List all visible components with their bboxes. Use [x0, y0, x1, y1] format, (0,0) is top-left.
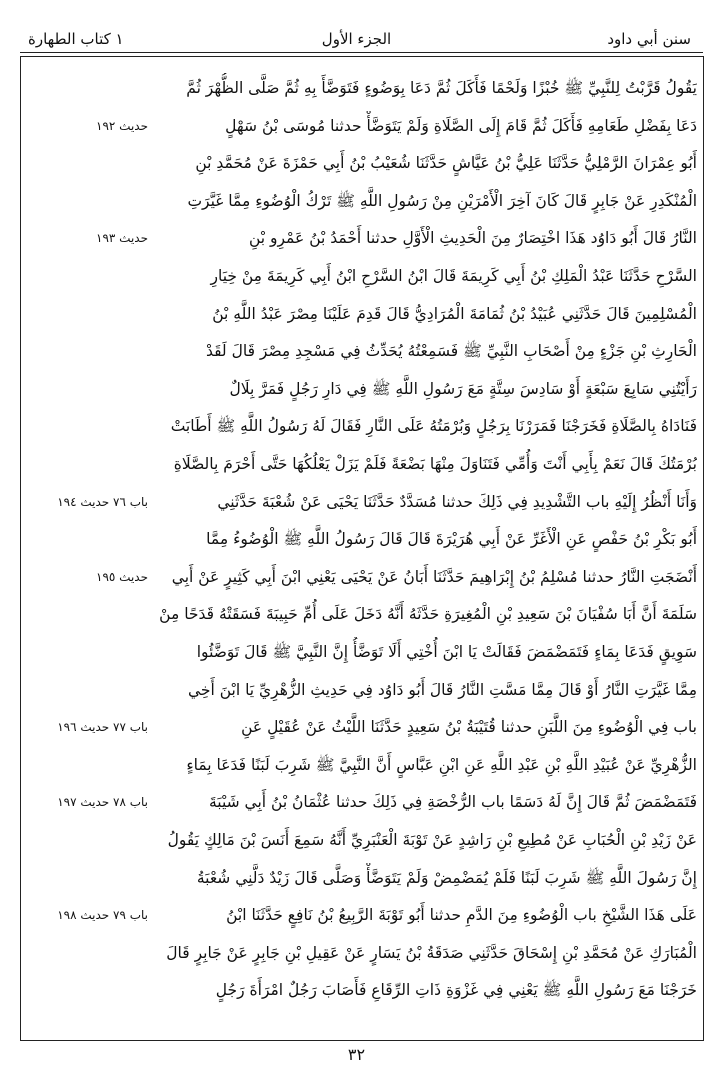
bottom-rule	[20, 1040, 703, 1041]
text-line: باب فِي الْوُضُوءِ مِنَ اللَّبَنِ حدثنا قُتَيْبَةُ بْنُ سَعِيدٍ حَدَّثَنَا اللَّيْثُ عَنْ عُقَيْلٍ عَنِ	[241, 718, 697, 737]
text-line: أَبُو بَكْرِ بْنُ حَفْصٍ عَنِ الْأَغَرِّ عَنْ أَبِي هُرَيْرَةَ قَالَ قَالَ رَسُولُ اللَّهِ ﷺ الْوُضُوءُ مِمَّا	[206, 530, 697, 549]
page-number: ٣٢	[347, 1045, 366, 1064]
margin-left-border	[20, 56, 21, 1041]
margin-reference: باب ٧٦ حديث ١٩٤	[57, 494, 148, 509]
book-title: سنن أبي داود	[607, 30, 691, 48]
text-line: بُرْمَتُكَ قَالَ نَعَمْ بِأَبِي أَنْتَ وَأُمِّي فَتَنَاوَلَ مِنْهَا بَضْعَةً فَلَمْ يَزَلْ يَعْلُكُهَا حَتَّى أَحْرَمَ بِالصَّلَاةِ	[173, 455, 697, 473]
margin-right-border	[703, 56, 704, 1041]
text-line: الْحَارِثِ بْنِ جَزْءٍ مِنْ أَصْحَابِ النَّبِيِّ ﷺ فَسَمِعْتُهُ يُحَدِّثُ فِي مَسْجِدِ مِصْرَ قَالَ لَقَدْ	[205, 342, 697, 361]
volume-label: الجزء الأول	[321, 30, 392, 48]
text-line: فَتَمَضْمَضَ ثُمَّ قَالَ إِنَّ لَهُ دَسَمًا باب الرُّخْصَةِ فِي ذَلِكَ حدثنا عُثْمَانُ بْنُ أَبِي شَيْبَةَ	[208, 793, 697, 812]
top-rule-inner	[20, 56, 703, 57]
margin-reference: باب ٧٧ حديث ١٩٦	[57, 720, 148, 735]
text-line: السَّرْحِ حَدَّثَنَا عَبْدُ الْمَلِكِ بْنُ أَبِي كَرِيمَةَ قَالَ ابْنُ السَّرْحِ ابْنُ أَبِي كَرِيمَةَ مِنْ خِيَارِ	[210, 267, 697, 285]
text-line: عَلَى هَذَا الشَّيْخِ باب الْوُضُوءِ مِنَ الدَّمِ حدثنا أَبُو تَوْبَةَ الرَّبِيعُ بْنُ نَافِعٍ حَدَّثَنَا ابْنُ	[226, 906, 697, 925]
margin-reference: حديث ١٩٣	[96, 231, 148, 246]
page-header	[0, 0, 713, 50]
top-rule-outer	[20, 52, 703, 53]
margin-reference: حديث ١٩٥	[96, 569, 148, 584]
text-line: عَنْ زَيْدِ بْنِ الْحُبَابِ عَنْ مُطِيعِ بْنِ رَاشِدٍ عَنْ تَوْبَةَ الْعَنْبَرِيِّ أَنَّهُ سَمِعَ أَنَسَ بْنَ مَالِكٍ يَقُولُ	[167, 831, 697, 849]
text-line: سَلَمَةَ أَنَّ أَبَا سُفْيَانَ بْنَ سَعِيدِ بْنِ الْمُغِيرَةِ حَدَّثَهُ أَنَّهُ دَخَلَ عَلَى أُمِّ حَبِيبَةَ فَسَقَتْهُ قَدَحًا مِنْ	[159, 605, 697, 624]
text-line: مِمَّا غَيَّرَتِ النَّارُ أَوْ قَالَ مِمَّا مَسَّتِ النَّارُ قَالَ أَبُو دَاوُد فِي حَدِيثِ الزُّهْرِيِّ يَا ابْنَ أَخِي	[188, 680, 697, 699]
margin-reference: حديث ١٩٢	[96, 118, 148, 133]
margin-reference: باب ٧٩ حديث ١٩٨	[57, 908, 148, 923]
text-line: رَأَيْتُنِي سَابِعَ سَبْعَةٍ أَوْ سَادِسَ سِتَّةٍ مَعَ رَسُولِ اللَّهِ ﷺ فِي دَارِ رَجُلٍ فَمَرَّ بِلَالٌ	[229, 379, 697, 398]
text-line: أَنْضَجَتِ النَّارُ حدثنا مُسْلِمُ بْنُ إِبْرَاهِيمَ حَدَّثَنَا أَبَانُ عَنْ يَحْيَى يَعْنِي ابْنَ أَبِي كَثِيرٍ عَنْ أَبِي	[171, 567, 697, 586]
text-line: الزُّهْرِيِّ عَنْ عُبَيْدِ اللَّهِ بْنِ عَبْدِ اللَّهِ عَنِ ابْنِ عَبَّاسٍ أَنَّ النَّبِيَّ ﷺ شَرِبَ لَبَنًا فَدَعَا بِمَاءٍ	[186, 755, 697, 774]
text-line: وَأَنَا أَنْظُرُ إِلَيْهِ باب التَّشْدِيدِ فِي ذَلِكَ حدثنا مُسَدَّدٌ حَدَّثَنَا يَحْيَى عَنْ شُعْبَةَ حَدَّثَنِي	[217, 492, 697, 511]
text-line: الْمُنْكَدِرِ عَنْ جَابِرٍ قَالَ كَانَ آخِرَ الْأَمْرَيْنِ مِنْ رَسُولِ اللَّهِ ﷺ تَرْكُ الْوُضُوءِ مِمَّا غَيَّرَتِ	[187, 191, 697, 210]
chapter-label: ١ كتاب الطهارة	[28, 30, 124, 48]
text-line: خَرَجْنَا مَعَ رَسُولِ اللَّهِ ﷺ يَعْنِي فِي غَزْوَةِ ذَاتِ الرِّقَاعِ فَأَصَابَ رَجُلٌ امْرَأَةَ رَجُلٍ	[215, 981, 697, 1000]
text-line: أَبُو عِمْرَانَ الرَّمْلِيُّ حَدَّثَنَا عَلِيُّ بْنُ عَيَّاشٍ حَدَّثَنَا شُعَيْبُ بْنُ أَبِي حَمْزَةَ عَنْ مُحَمَّدِ بْنِ	[195, 154, 697, 173]
text-line: يَقُولُ قَرَّبْتُ لِلنَّبِيِّ ﷺ خُبْزًا وَلَحْمًا فَأَكَلَ ثُمَّ دَعَا بِوَضُوءٍ فَتَوَضَّأَ بِهِ ثُمَّ صَلَّى الظُّهْرَ ثُمَّ	[186, 79, 697, 97]
text-line: سَوِيقٍ فَدَعَا بِمَاءٍ فَتَمَضْمَضَ فَقَالَتْ يَا ابْنَ أُخْتِي أَلَا تَوَضَّأُ إِنَّ النَّبِيَّ ﷺ قَالَ تَوَضَّئُوا	[196, 643, 697, 661]
text-line: إِنَّ رَسُولَ اللَّهِ ﷺ شَرِبَ لَبَنًا فَلَمْ يُمَضْمِضْ وَلَمْ يَتَوَضَّأْ وَصَلَّى قَالَ زَيْدٌ دَلَّنِي شُعْبَةُ	[196, 868, 697, 887]
margin-reference: باب ٧٨ حديث ١٩٧	[57, 795, 148, 810]
text-line: النَّارُ قَالَ أَبُو دَاوُد هَذَا اخْتِصَارٌ مِنَ الْحَدِيثِ الْأَوَّلِ حدثنا أَحْمَدُ بْنُ عَمْرِو بْنِ	[248, 229, 697, 248]
text-line: الْمُسْلِمِينَ قَالَ حَدَّثَنِي عُبَيْدُ بْنُ ثُمَامَةَ الْمُرَادِيُّ قَالَ قَدِمَ عَلَيْنَا مِصْرَ عَبْدُ اللَّهِ بْنُ	[212, 304, 697, 323]
text-line: الْمُبَارَكِ عَنْ مُحَمَّدِ بْنِ إِسْحَاقَ حَدَّثَنِي صَدَقَةُ بْنُ يَسَارٍ عَنْ عَقِيلِ بْنِ جَابِرٍ عَنْ جَابِرٍ قَالَ	[166, 943, 697, 962]
text-line: دَعَا بِفَضْلِ طَعَامِهِ فَأَكَلَ ثُمَّ قَامَ إِلَى الصَّلَاةِ وَلَمْ يَتَوَضَّأْ حدثنا مُوسَى بْنُ سَهْلٍ	[225, 116, 697, 135]
text-line: فَنَادَاهُ بِالصَّلَاةِ فَخَرَجْنَا فَمَرَرْنَا بِرَجُلٍ وَبُرْمَتُهُ عَلَى النَّارِ فَقَالَ لَهُ رَسُولُ اللَّهِ ﷺ أَطَابَتْ	[170, 417, 697, 436]
